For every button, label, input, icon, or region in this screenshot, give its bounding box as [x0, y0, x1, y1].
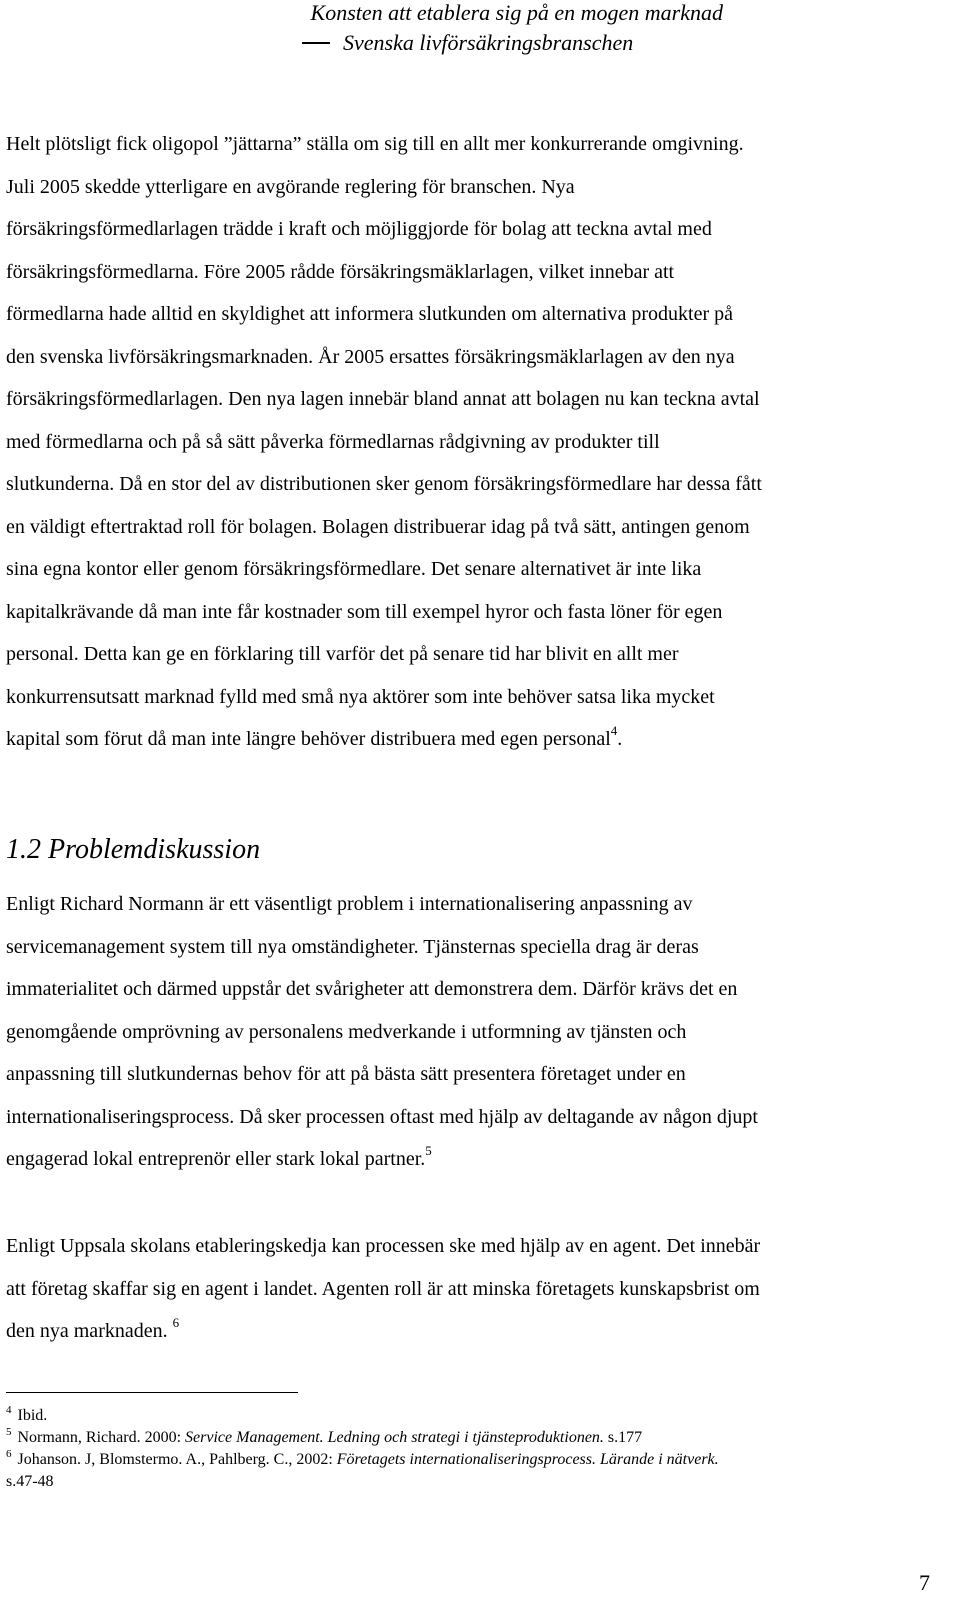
text-line-last-content: engagerad lokal entreprenör eller stark lokal partner.: [6, 1148, 426, 1170]
text-line: med förmedlarna och på så sätt påverka förmedlarnas rådgivning av produkter till: [6, 430, 660, 453]
footnote-text: Johanson. J, Blomstermo. A., Pahlberg. C., 2002:: [17, 1451, 337, 1468]
paragraph-normann: [6, 883, 936, 1181]
footnote-ref-4[interactable]: 4: [610, 723, 618, 739]
text-line-last-content: den nya marknaden.: [6, 1320, 168, 1342]
text-line: försäkringsförmedlarna. Före 2005 rådde försäkringsmäklarlagen, vilket innebar att: [6, 260, 675, 283]
footnote-6-continuation: s.47-48: [6, 1473, 54, 1490]
text-line: förmedlarna hade alltid en skyldighet att informera slutkunden om alternativa produkter på: [6, 303, 733, 325]
footnote-text: Normann, Richard. 2000:: [17, 1429, 186, 1446]
header-document-title: Konsten att etablera sig på en mogen marknad: [310, 0, 723, 25]
text-line: försäkringsförmedlarlagen trädde i kraft och möjliggjorde för bolag att teckna avtal med: [6, 218, 712, 240]
section-heading-problemdiskussion: 1.2 Problemdiskussion: [6, 834, 261, 865]
text-line: personal. Detta kan ge en förklaring till varför det på senare tid har blivit en allt mer: [6, 643, 679, 665]
text-line: Helt plötsligt fick oligopol ”jättarna” ställa om sig till en allt mer konkurrerande omgivning.: [6, 133, 744, 155]
running-header: [0, 0, 960, 60]
text-line: Enligt Uppsala skolans etableringskedja kan processen ske med hjälp av en agent. Det innebär: [6, 1235, 761, 1257]
text-line: att företag skaffar sig en agent i landet. Agenten roll är att minska företagets kunskapsbrist om: [6, 1277, 760, 1300]
footnote-4: [6, 1405, 936, 1427]
text-line: internationaliseringsprocess. Då sker processen oftast med hjälp av deltagande av någon djupt: [6, 1105, 758, 1128]
text-line-last: [6, 718, 936, 761]
header-subtitle-text: Svenska livförsäkringsbranschen: [343, 30, 634, 55]
text-line: Juli 2005 skedde ytterligare en avgörande reglering för branschen. Nya: [6, 175, 575, 198]
text-line: slutkunderna. Då en stor del av distributionen sker genom försäkringsförmedlare har dessa fått: [6, 473, 762, 495]
text-line-last: [6, 1310, 936, 1353]
footnote-ref-5[interactable]: 5: [425, 1143, 432, 1159]
footnote-title: Företagets internationaliseringsprocess. Lärande i nätverk.: [336, 1451, 719, 1468]
text-line: servicemanagement system till nya omständigheter. Tjänsternas speciella drag är deras: [6, 935, 699, 958]
text-line-last-content: kapital som förut då man inte längre behöver distribuera med egen personal: [6, 728, 611, 750]
footnote-number: 4: [6, 1403, 12, 1416]
text-line: den svenska livförsäkringsmarknaden. År 2005 ersattes försäkringsmäklarlagen av den nya: [6, 345, 735, 368]
header-dash: [302, 42, 330, 44]
footnotes: [6, 1405, 936, 1493]
text-line: Enligt Richard Normann är ett väsentligt problem i internationalisering anpassning av: [6, 893, 693, 915]
footnote-separator: [6, 1392, 298, 1393]
footnote-number: 6: [6, 1447, 12, 1460]
paragraph-regulation: [6, 123, 936, 761]
paragraph-uppsala: [6, 1225, 936, 1353]
footnote-tail: s.177: [603, 1429, 643, 1446]
text-line: en väldigt eftertraktad roll för bolagen. Bolagen distribuerar idag på två sätt, antingen genom: [6, 515, 750, 538]
footnote-5: [6, 1427, 936, 1449]
text-line: immaterialitet och därmed uppstår det svårigheter att demonstrera dem. Därför krävs det en: [6, 978, 738, 1000]
text-line-last: [6, 1138, 936, 1181]
sentence-end: .: [617, 728, 623, 750]
page-number: 7: [919, 1570, 930, 1595]
footnote-number: 5: [6, 1425, 12, 1438]
footnote-title: Service Management. Ledning och strategi i tjänsteproduktionen.: [185, 1429, 604, 1446]
footnote-6: [6, 1449, 936, 1471]
text-line: försäkringsförmedlarlagen. Den nya lagen innebär bland annat att bolagen nu kan teckna avtal: [6, 388, 760, 410]
text-line: genomgående omprövning av personalens medverkande i utformning av tjänsten och: [6, 1020, 687, 1043]
footnote-ref-6[interactable]: 6: [172, 1315, 180, 1331]
text-line: anpassning till slutkundernas behov för att på bästa sätt presentera företaget under en: [6, 1063, 686, 1085]
text-line: sina egna kontor eller genom försäkringsförmedlare. Det senare alternativet är inte lika: [6, 558, 702, 580]
footnote-text: Ibid.: [17, 1407, 48, 1424]
text-line: konkurrensutsatt marknad fylld med små nya aktörer som inte behöver satsa lika mycket: [6, 685, 715, 708]
text-line: kapitalkrävande då man inte får kostnader som till exempel hyror och fasta löner för egen: [6, 600, 723, 623]
header-document-subtitle: [302, 30, 633, 56]
